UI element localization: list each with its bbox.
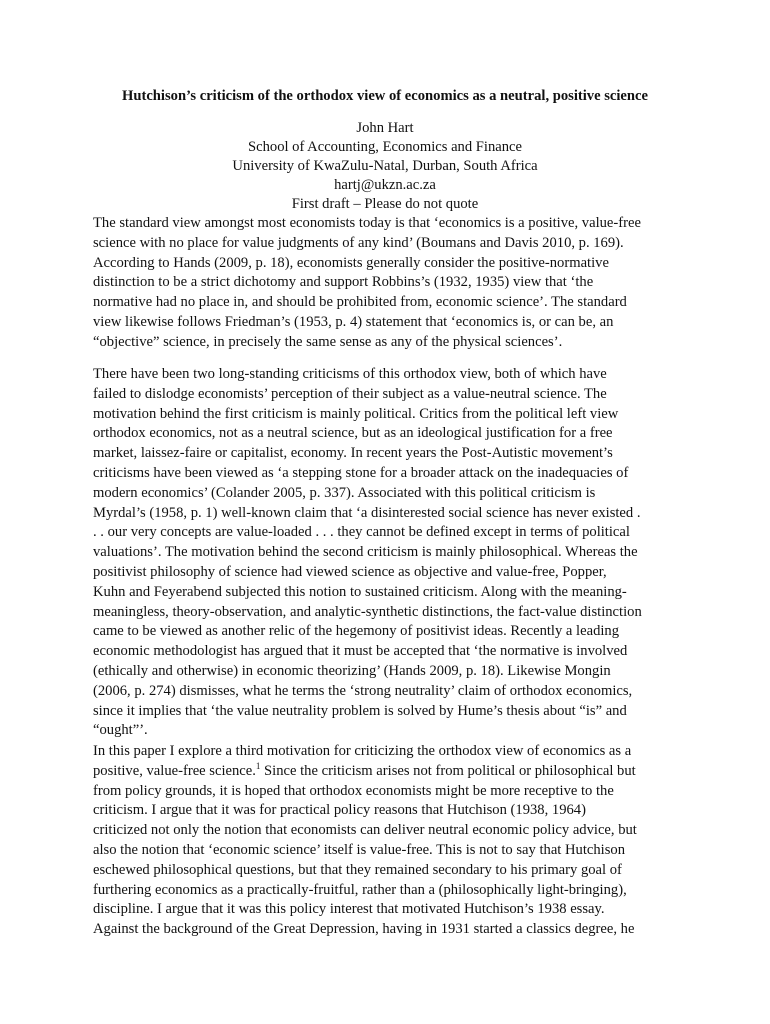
text-line: criticisms have been viewed as ‘a stepping stone for a broader attack on the inadequacies of bbox=[93, 464, 629, 481]
text-line: view likewise follows Friedman’s (1953, p. 4) statement that ‘economics is, or can be, an bbox=[93, 313, 614, 330]
text-line: According to Hands (2009, p. 18), economists generally consider the positive-normative bbox=[93, 254, 609, 271]
text-line: eschewed philosophical questions, but that they remained secondary to his primary goal of bbox=[93, 861, 622, 878]
text-line bbox=[93, 762, 683, 782]
text-line: . . our very concepts are value-loaded . . . they cannot be defined except in terms of political bbox=[93, 524, 630, 541]
text-line: science with no place for value judgments of any kind’ (Boumans and Davis 2010, p. 169). bbox=[93, 234, 624, 251]
text-line: Myrdal’s (1958, p. 1) well-known claim that ‘a disinterested social science has never existed . bbox=[93, 504, 641, 521]
text-line: Against the background of the Great Depression, having in 1931 started a classics degree, he bbox=[93, 921, 635, 938]
author-email: hartj@ukzn.ac.za bbox=[334, 177, 436, 193]
text-line: normative had no place in, and should be prohibited from, economic science’. The standard bbox=[93, 294, 627, 311]
text-line: meaningless, theory-observation, and analytic-synthetic distinctions, the fact-value distinction bbox=[93, 603, 642, 620]
author-name: John Hart bbox=[356, 120, 414, 136]
text-line: In this paper I explore a third motivation for criticizing the orthodox view of economics as a bbox=[93, 743, 632, 759]
text-line: since it implies that ‘the value neutrality problem is solved by Hume’s thesis about “is” and bbox=[93, 702, 627, 719]
text-line: came to be viewed as another relic of the hegemony of positivist ideas. Recently a leading bbox=[93, 623, 620, 640]
text-line: Kuhn and Feyerabend subjected this notion to sustained criticism. Along with the meaning- bbox=[93, 583, 627, 600]
author-institution: University of KwaZulu-Natal, Durban, South Africa bbox=[232, 158, 538, 174]
paragraph-2 bbox=[93, 365, 683, 741]
text-line: distinction to be a strict dichotomy and support Robbins’s (1932, 1935) view that ‘the bbox=[93, 274, 594, 291]
text-line: positivist philosophy of science had viewed science as objective and value-free, Popper, bbox=[93, 563, 607, 580]
text-line: from policy grounds, it is hoped that orthodox economists might be more receptive to the bbox=[93, 782, 614, 799]
text-line: discipline. I argue that it was this policy interest that motivated Hutchison’s 1938 essay. bbox=[93, 901, 605, 918]
paragraph-3 bbox=[93, 742, 683, 940]
author-department: School of Accounting, Economics and Finance bbox=[248, 139, 522, 155]
text-line: (ethically and otherwise) in economic theorizing’ (Hands 2009, p. 18). Likewise Mongin bbox=[93, 662, 611, 679]
text-line: There have been two long-standing criticisms of this orthodox view, both of which have bbox=[93, 366, 607, 382]
paragraph-1 bbox=[93, 214, 683, 353]
text-line: criticized not only the notion that economists can deliver neutral economic policy advice, but bbox=[93, 822, 637, 839]
text-line: economic methodologist has argued that it must be accepted that ‘the normative is involved bbox=[93, 643, 628, 660]
text-line: criticism. I argue that it was for practical policy reasons that Hutchison (1938, 1964) bbox=[93, 802, 586, 819]
text-line: valuations’. The motivation behind the second criticism is mainly philosophical. Whereas the bbox=[93, 544, 638, 561]
text-fragment: Since the criticism arises not from political or philosophical but bbox=[260, 762, 636, 779]
text-line: failed to dislodge economists’ perception of their subject as a value-neutral science. The bbox=[93, 385, 607, 402]
text-line: furthering economics as a practically-fruitful, rather than a (philosophically light-bringing), bbox=[93, 881, 627, 898]
text-line: The standard view amongst most economists today is that ‘economics is a positive, value-free bbox=[93, 215, 641, 231]
text-line: orthodox economics, not as a neutral science, but as an ideological justification for a free bbox=[93, 425, 613, 442]
text-line: also the notion that ‘economic science’ itself is value-free. This is not to say that Hutchison bbox=[93, 841, 625, 858]
paper-title: Hutchison’s criticism of the orthodox view of economics as a neutral, positive science bbox=[122, 88, 648, 104]
text-line: motivation behind the first criticism is mainly political. Critics from the political left view bbox=[93, 405, 619, 422]
text-line: market, laissez-faire or capitalist, economy. In recent years the Post-Autistic movement’s bbox=[93, 445, 613, 462]
author-block bbox=[0, 119, 770, 214]
draft-note: First draft – Please do not quote bbox=[291, 196, 479, 212]
text-line: “objective” science, in precisely the same sense as any of the physical sciences’. bbox=[93, 333, 563, 350]
text-line: “ought”’. bbox=[93, 722, 148, 739]
text-fragment: positive, value-free science. bbox=[93, 762, 256, 779]
text-line: (2006, p. 274) dismisses, what he terms the ‘strong neutrality’ claim of orthodox economics, bbox=[93, 682, 633, 699]
text-line: modern economics’ (Colander 2005, p. 337). Associated with this political criticism is bbox=[93, 484, 596, 501]
footnote-marker[interactable]: 1 bbox=[255, 760, 261, 771]
